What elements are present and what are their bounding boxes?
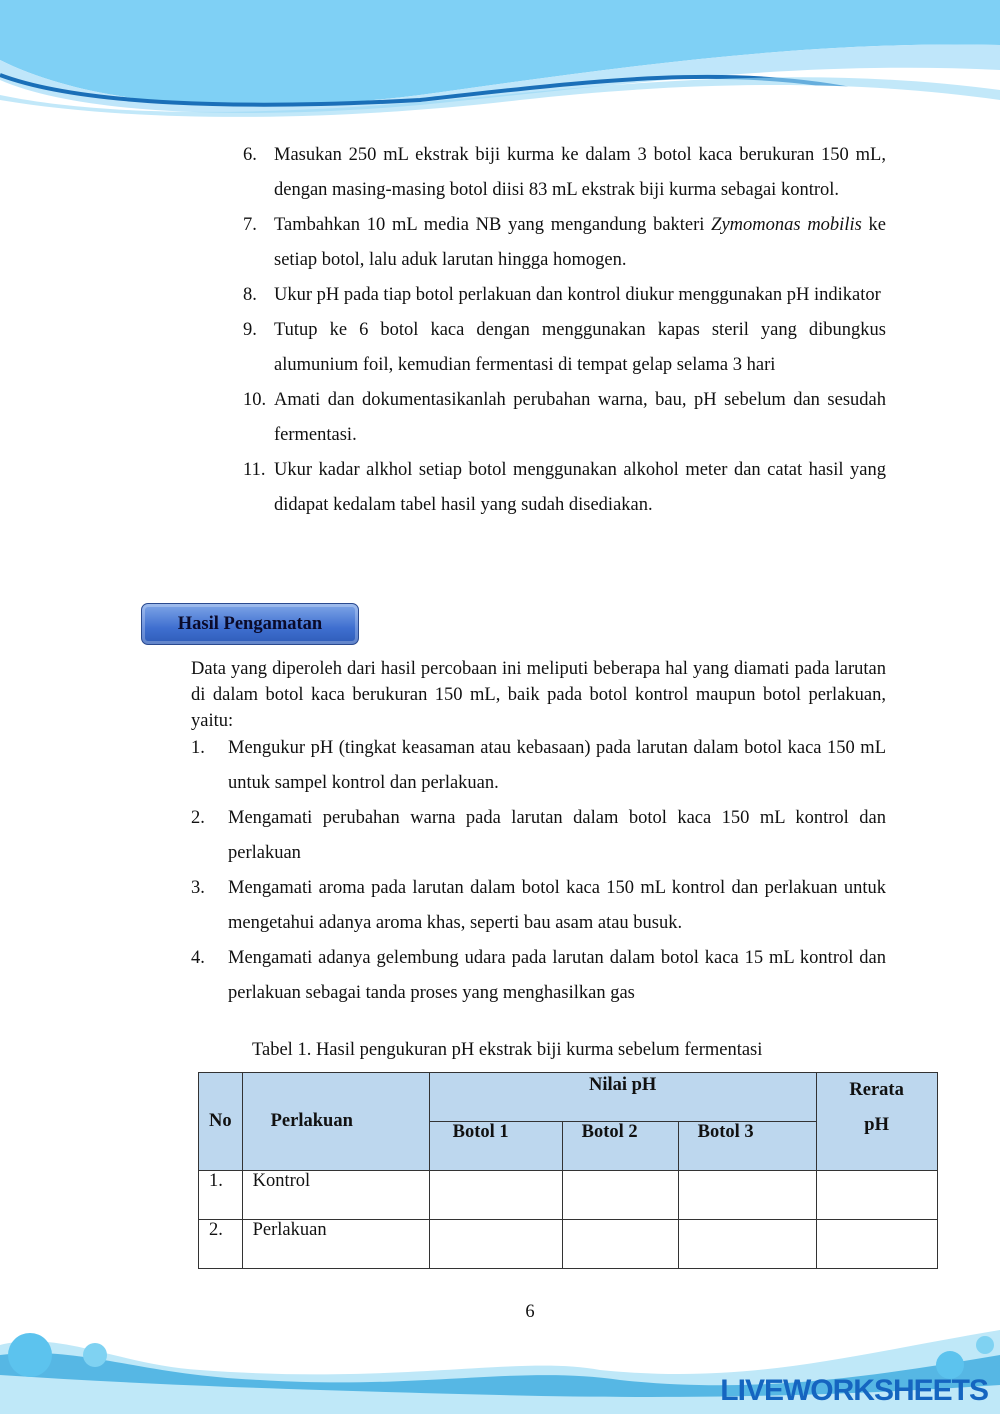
cell-perlakuan: Kontrol [242,1171,429,1220]
cell-no: 2. [199,1220,243,1269]
header-wave-banner [0,0,1000,125]
item-number: 2. [191,808,205,828]
header-rerata-ph [816,1073,937,1171]
cell-botol-2[interactable] [562,1171,678,1220]
cell-botol-2[interactable] [562,1220,678,1269]
cell-no: 1. [199,1171,243,1220]
item-number: 4. [191,948,205,968]
list-item [243,453,886,523]
cell-rerata[interactable] [816,1220,937,1269]
item-text: Ukur kadar alkhol setiap botol menggunakan alkohol meter dan catat hasil yang didapat kedalam tabel hasil yang sudah disediakan. [274,460,886,515]
item-text: Tambahkan 10 mL media NB yang mengandung bakteri [274,215,712,235]
item-text: Amati dan dokumentasikanlah perubahan warna, bau, pH sebelum dan sesudah fermentasi. [274,390,886,445]
header-perlakuan: Perlakuan [242,1073,429,1171]
table-row [199,1171,938,1220]
item-number: 11. [243,460,266,480]
intro-paragraph: Data yang diperoleh dari hasil percobaan ini meliputi beberapa hal yang diamati pada larutan di dalam botol kaca berukuran 150 mL, baik pada botol kontrol maupun botol perlakuan, yaitu: [191,659,886,731]
page-number: 6 [525,1302,535,1322]
section-heading-hasil-pengamatan: Hasil Pengamatan [141,603,359,645]
item-text: Mengamati adanya gelembung udara pada larutan dalam botol kaca 15 mL kontrol dan perlakuan sebagai tanda proses yang menghasilkan gas [228,948,886,1003]
list-item [191,941,886,1011]
item-text: Ukur pH pada tiap botol perlakuan dan kontrol diukur menggunakan pH indikator [274,285,881,305]
header-rerata: Rerata [849,1080,904,1100]
item-number: 6. [243,145,257,165]
table-row [199,1220,938,1269]
liveworksheets-watermark: LIVEWORKSHEETS [720,1374,988,1407]
item-text: Tutup ke 6 botol kaca dengan menggunakan kapas steril yang dibungkus alumunium foil, kemudian fermentasi di tempat gelap selama 3 hari [274,320,886,375]
item-text: ke setiap botol, lalu aduk larutan hingga homogen. [274,215,887,270]
item-number: 7. [243,215,257,235]
item-text: Mengukur pH (tingkat keasaman atau kebasaan) pada larutan dalam botol kaca 150 mL untuk sampel kontrol dan perlakuan. [228,738,886,793]
item-number: 8. [243,285,257,305]
item-text: Mengamati perubahan warna pada larutan dalam botol kaca 150 mL kontrol dan perlakuan [228,808,886,863]
header-ph: pH [864,1115,889,1135]
cell-botol-3[interactable] [678,1220,816,1269]
species-name: Zymomonas mobilis [711,215,862,235]
cell-perlakuan: Perlakuan [242,1220,429,1269]
cell-botol-1[interactable] [429,1220,562,1269]
header-no: No [199,1073,243,1171]
list-item [191,731,886,801]
cell-rerata[interactable] [816,1171,937,1220]
item-text: Mengamati aroma pada larutan dalam botol kaca 150 mL kontrol dan perlakuan untuk mengetahui adanya aroma khas, seperti bau asam atau busuk. [228,878,886,933]
item-number: 10. [243,390,267,410]
ph-results-table [198,1072,938,1269]
list-item [243,278,886,313]
header-botol-3: Botol 3 [678,1122,816,1171]
list-item [243,138,886,208]
cell-botol-1[interactable] [429,1171,562,1220]
list-item [243,208,887,278]
cell-botol-3[interactable] [678,1171,816,1220]
list-item [191,801,886,871]
procedure-steps-list [243,138,887,523]
list-item [243,313,886,383]
item-number: 3. [191,878,205,898]
header-botol-2: Botol 2 [562,1122,678,1171]
table-caption: Tabel 1. Hasil pengukuran pH ekstrak biji kurma sebelum fermentasi [252,1040,763,1060]
item-text: Masukan 250 mL ekstrak biji kurma ke dalam 3 botol kaca berukuran 150 mL, dengan masing-masing botol diisi 83 mL ekstrak biji kurma sebagai kontrol. [274,145,886,200]
observations-list [191,731,886,1011]
item-number: 1. [191,738,205,758]
item-number: 9. [243,320,257,340]
header-botol-1: Botol 1 [429,1122,562,1171]
list-item [243,383,886,453]
list-item [191,871,886,941]
header-nilai-ph: Nilai pH [429,1073,816,1122]
